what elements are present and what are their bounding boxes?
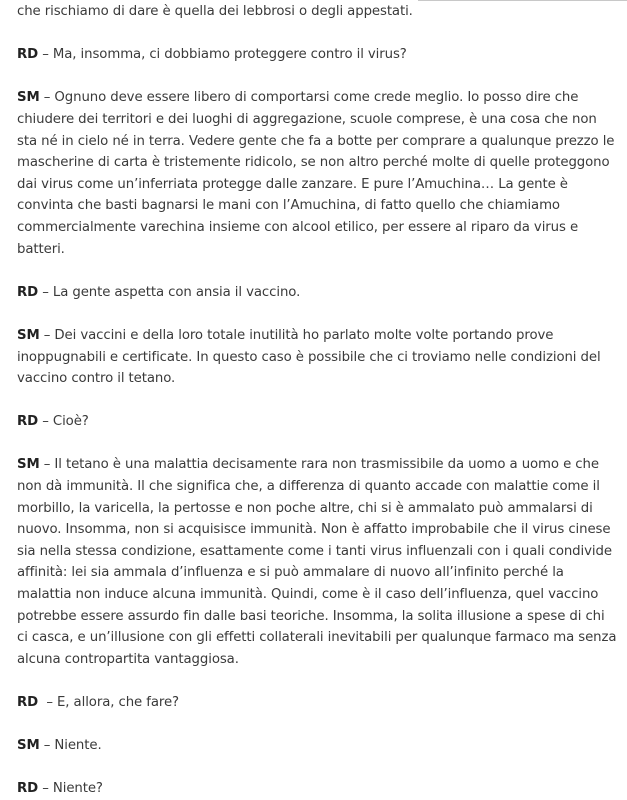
paragraph-question [17,778,617,800]
paragraph-text: che rischiamo di dare è quella dei lebbrosi o degli appestati. [17,4,413,19]
paragraph-text: – Niente? [38,781,103,797]
paragraph-answer [17,735,617,757]
paragraph-text: – Il tetano è una malattia decisamente rara non trasmissibile da uomo a uomo e che non dà immunità. Il che significa che, a differenza di quanto accade con malattie come il morbillo, la varicella, la pertosse e non poche altre, chi si è ammalato può ammalarsi di nuovo. Insomma, non si acquisisce immunità. Non è affatto improbabile che il virus cinese sia nella stessa condizione, esattamente come i tanti virus influenzali con i quali condivide affinità: lei sia ammala d’influenza e si può ammalare di nuovo all’infinito perché la malattia non induce alcuna immunità. Quindi, come è il caso dell’influenza, quel vaccino potrebbe essere assurdo fin dalle basi teoriche. Insomma, la solita illusione a spese di chi ci casca, e un’illusione con gli effetti collaterali inevitabili per qualunque farmaco ma senza alcuna contropartita vantaggiosa. [17,457,617,667]
speaker-label: SM [17,327,40,343]
paragraph-answer [17,87,617,260]
speaker-label: SM [17,738,40,754]
paragraph-question [17,411,617,433]
speaker-label: RD [17,47,39,63]
paragraph-text: – Dei vaccini e della loro totale inutilità ho parlato molte volte portando prove inoppugnabili e certificate. In questo caso è possibile che ci troviamo nelle condizioni del vaccino contro il tetano. [17,327,601,387]
speaker-label: RD [17,284,39,300]
paragraph-answer [17,325,617,390]
paragraph-text: – La gente aspetta con ansia il vaccino. [38,284,301,300]
paragraph-text: – Cioè? [38,414,89,430]
paragraph-question [17,44,617,66]
paragraph-question [17,282,617,304]
paragraph-intro-fragment [17,1,617,23]
speaker-label: RD [17,414,39,430]
paragraph-answer [17,454,617,670]
paragraph-text: – Ognuno deve essere libero di comportarsi come crede meglio. Io posso dire che chiudere dei territori e dei luoghi di aggregazione, scuole comprese, è una cosa che non sta né in cielo né in terra. Vedere gente che fa a botte per comprare a qualunque prezzo le mascherine di carta è tristemente ridicolo, se non altro perché molte di quelle proteggono dai virus come un’inferriata protegge dalle zanzare. E pure l’Amuchina… La gente è convinta che basti bagnarsi le mani con l’Amuchina, di fatto quello che chiamiamo commercialmente varechina insieme con alcool etilico, per essere al riparo da virus e batteri. [17,90,615,257]
paragraph-question [17,692,617,714]
speaker-label: RD [17,781,39,797]
paragraph-text: – Niente. [39,738,102,754]
paragraph-text: – Ma, insomma, ci dobbiamo proteggere contro il virus? [38,47,407,63]
speaker-label: SM [17,457,40,473]
paragraph-text: – E, allora, che fare? [38,695,179,710]
speaker-label: SM [17,90,40,106]
interview-article [17,0,617,800]
speaker-label: RD [17,695,39,710]
